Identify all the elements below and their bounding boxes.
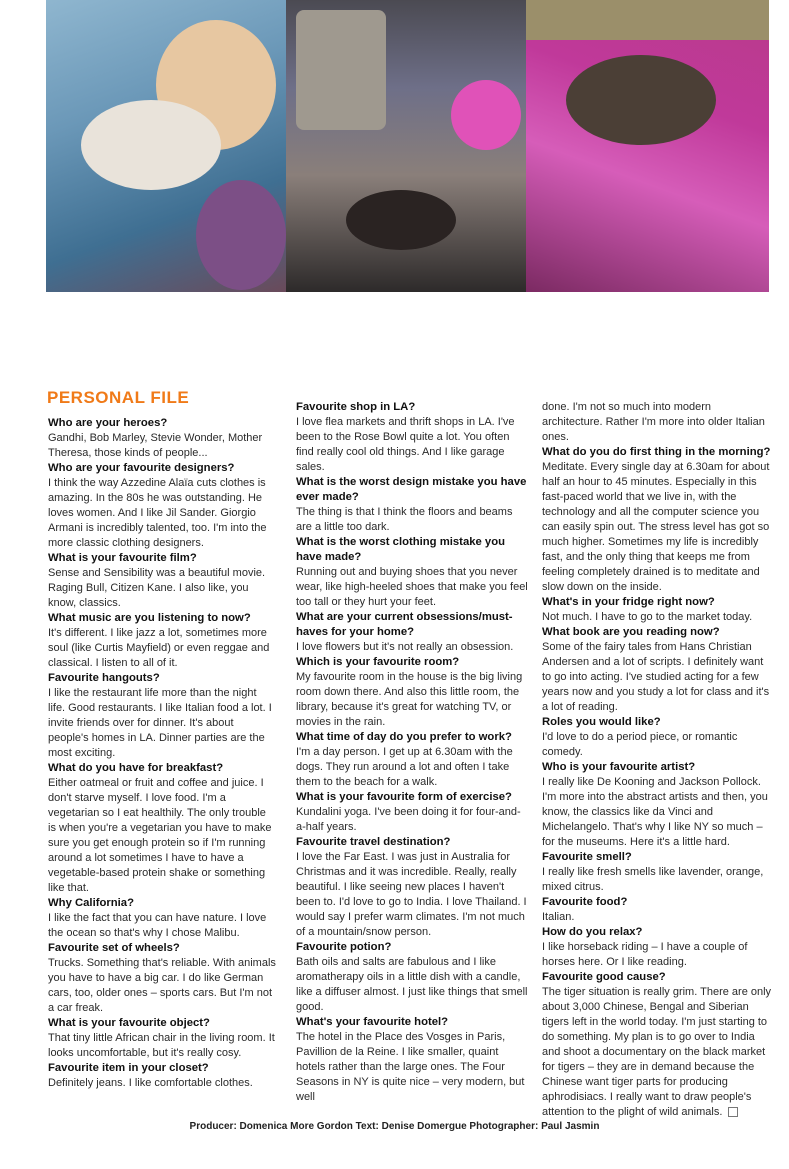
question: What are your current obsessions/must-haves for your home? — [296, 611, 513, 638]
answer: I really like De Kooning and Jackson Pollock. I'm more into the abstract artists and then, you know, the classics like da Vinci and Michelangelo. That's why I like NY so much – for the museums. Here it's a little hard. — [542, 776, 768, 848]
question: Favourite food? — [542, 896, 628, 908]
question: What music are you listening to now? — [48, 612, 251, 624]
answer: I'd love to do a period piece, or romantic comedy. — [542, 731, 738, 758]
section-title: PERSONAL FILE — [47, 388, 190, 407]
answer: The hotel in the Place des Vosges in Paris, Pavillion de la Reine. I like smaller, quaint hotels rather than the large ones. The Four Seasons in NY is quite nice – very modern, but well — [296, 1031, 525, 1103]
question: Who are your heroes? — [48, 417, 168, 429]
answer: Kundalini yoga. I've been doing it for four-and-a-half years. — [296, 806, 521, 833]
photo-cat-on-bed — [526, 0, 769, 292]
question: How do you relax? — [542, 926, 643, 938]
photo-woman-with-dog — [46, 0, 286, 292]
question: What time of day do you prefer to work? — [296, 731, 512, 743]
answer: I like horseback riding – I have a couple of horses here. Or I like reading. — [542, 941, 748, 968]
question: What book are you reading now? — [542, 626, 720, 638]
question: Which is your favourite room? — [296, 656, 460, 668]
answer: Italian. — [542, 911, 575, 923]
question: Who are your favourite designers? — [48, 462, 235, 474]
question: Who is your favourite artist? — [542, 761, 696, 773]
question: Favourite set of wheels? — [48, 942, 180, 954]
question: What is your favourite film? — [48, 552, 197, 564]
end-mark-icon — [728, 1107, 738, 1117]
answer: I really like fresh smells like lavender, orange, mixed citrus. — [542, 866, 764, 893]
answer: Some of the fairy tales from Hans Christian Andersen and a lot of scripts. I definitely want to go into acting. I've studied acting for a few years now and you study a lot for class and it's a lot of reading. — [542, 641, 770, 713]
answer: I love flea markets and thrift shops in LA. I've been to the Rose Bowl quite a lot. You often find really cool old things. And I like garage sales. — [296, 416, 515, 473]
question: Favourite travel destination? — [296, 836, 451, 848]
question: What's in your fridge right now? — [542, 596, 715, 608]
answer: My favourite room in the house is the big living room down there. And also this little room, the library, because it's great for watching TV, or movies in the rain. — [296, 671, 523, 728]
question: Favourite smell? — [542, 851, 632, 863]
text-column-3 — [542, 400, 774, 1120]
question: Favourite potion? — [296, 941, 392, 953]
answer: I love the Far East. I was just in Australia for Christmas and it was incredible. Really, really beautiful. I like seeing new places I haven't been to. I'd love to go to India. I love Thailand. I would say I prefer warm climates. I'm not much of a mountain/snow person. — [296, 851, 527, 938]
answer: I love flowers but it's not really an obsession. — [296, 641, 514, 653]
question: What is the worst design mistake you have ever made? — [296, 476, 527, 503]
question: What is your favourite object? — [48, 1017, 210, 1029]
question: What is the worst clothing mistake you have made? — [296, 536, 506, 563]
question: What do you do first thing in the morning? — [542, 446, 771, 458]
answer: Meditate. Every single day at 6.30am for about half an hour to 45 minutes. Especially in this fast-paced world that we live in, with the technology and all the computer science you can easily spin out. The stress level has got so much higher. Sometimes my life is incredibly fast, and the only thing that keeps me from feeling completely drained is to meditate and slow down on the inside. — [542, 461, 770, 593]
text-column-1 — [48, 416, 276, 1091]
question: Favourite shop in LA? — [296, 401, 416, 413]
answer: Running out and buying shoes that you never wear, like high-heeled shoes that make you feel too tall or they hurt your feet. — [296, 566, 528, 608]
answer: I think the way Azzedine Alaïa cuts clothes is amazing. In the 80s he was outstanding. He loves women. And I like Jil Sander. Giorgio Armani is incredibly talented, too. I'm into the more classic clothing designers. — [48, 477, 267, 549]
answer: I'm a day person. I get up at 6.30am with the dogs. They run around a lot and often I take them to the beach for a walk. — [296, 746, 513, 788]
answer: I like the fact that you can have nature. I love the ocean so that's why I chose Malibu. — [48, 912, 267, 939]
answer: Sense and Sensibility was a beautiful movie. Raging Bull, Citizen Kane. I also like, you know, classics. — [48, 567, 266, 609]
answer: The tiger situation is really grim. There are only about 3,000 Chinese, Bengal and Siberian tigers left in the world today. I'm just starting to do something. My plan is to go over to India and shoot a documentary on the black market for tigers – they are in demand because the Chinese want tiger parts for producing aphrodisiacs. I really want to draw people's attention to the plight of wild animals. — [542, 986, 772, 1118]
answer: Gandhi, Bob Marley, Stevie Wonder, Mother Theresa, those kinds of people... — [48, 432, 263, 459]
question: What's your favourite hotel? — [296, 1016, 449, 1028]
answer: I like the restaurant life more than the night life. Good restaurants. I like Italian food a lot. I invite friends over for dinner. It's about people's homes in LA. Dinner parties are the most exciting. — [48, 687, 272, 759]
answer: done. I'm not so much into modern architecture. Rather I'm more into older Italian ones. — [542, 401, 765, 443]
answer: Trucks. Something that's reliable. With animals you have to have a big car. I do like German cars, too, older ones – sports cars. But I'm not a car freak. — [48, 957, 276, 1014]
answer: Bath oils and salts are fabulous and I like aromatherapy oils in a little dish with a candle, like a diffuser almost. I just like things that smell good. — [296, 956, 528, 1013]
photo-living-room — [286, 0, 526, 292]
credits: Producer: Domenica More Gordon Text: Denise Domergue Photographer: Paul Jasmin — [189, 1121, 600, 1132]
answer: That tiny little African chair in the living room. It looks uncomfortable, but it's really cosy. — [48, 1032, 275, 1059]
question: Favourite item in your closet? — [48, 1062, 209, 1074]
question: Favourite hangouts? — [48, 672, 160, 684]
question: Roles you would like? — [542, 716, 661, 728]
answer: It's different. I like jazz a lot, sometimes more soul (like Curtis Mayfield) or even reggae and classical. I listen to all of it. — [48, 627, 270, 669]
question: What do you have for breakfast? — [48, 762, 224, 774]
question: Why California? — [48, 897, 134, 909]
answer: The thing is that I think the floors and beams are a little too dark. — [296, 506, 513, 533]
photo-strip — [46, 0, 769, 292]
question: What is your favourite form of exercise? — [296, 791, 512, 803]
answer: Definitely jeans. I like comfortable clothes. — [48, 1077, 253, 1089]
answer: Not much. I have to go to the market today. — [542, 611, 753, 623]
text-column-2 — [296, 400, 528, 1105]
answer: Either oatmeal or fruit and coffee and juice. I don't starve myself. I love food. I'm a vegetarian so I eat healthily. The only trouble is when you're a vegetarian you have to make sure you get enough protein so if I'm running around a lot sometimes I have to have a vegetable-based protein shake or something like that. — [48, 777, 272, 894]
question: Favourite good cause? — [542, 971, 666, 983]
